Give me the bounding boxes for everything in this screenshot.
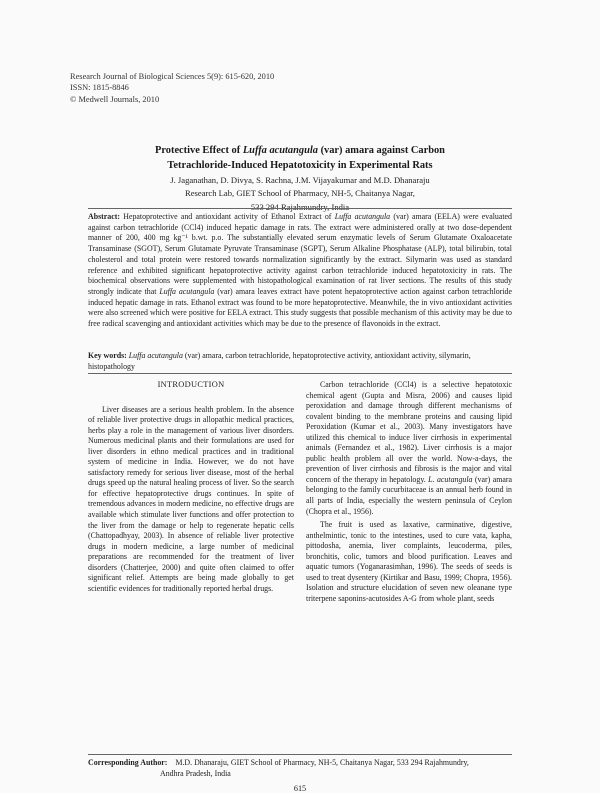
journal-citation: Research Journal of Biological Sciences 5(9): 615-620, 2010 xyxy=(70,72,275,81)
journal-copyright: © Medwell Journals, 2010 xyxy=(70,94,160,104)
journal-header xyxy=(70,71,274,105)
paragraph: Carbon tetrachloride (CCl4) is a selective hepatotoxic chemical agent (Gupta and Misra, 2006) and causes lipid peroxidation and damage through different mechanisms of covalent binding to the membrane proteins and causing lipid Peroxidation (Kumar et al., 2003). Many investigators have utilized this chemical to induce liver cirrhosis in experimental animals (Fernandez et al., 1982). Liver cirrhosis is a major public health problem all over the world. Now-a-days, the prevention of liver cirrhosis and fibrosis is the major and vital concern of the therapy in hepatology. L. acutangula (var) amara belonging to the family cucurbitaceae is an annual herb found in all parts of India, especially the western peninsula of Ceylon (Chopra et al., 1956). xyxy=(306,380,512,516)
abstract-label: Abstract: xyxy=(88,212,120,221)
author-names: J. Jaganathan, D. Divya, S. Rachna, J.M. Vijayakumar and M.D. Dhanaraju xyxy=(170,175,430,185)
paragraph: The fruit is used as laxative, carminative, digestive, anthelmintic, tonic to the intestines, used to cure vata, kapha, pittodosha, anemia, liver complaints, leucoderma, piles, bronchitis, colic, tumors and blood purification. Leaves and aquatic tumors (Yoganarasimhan, 1996). The seeds of seeds is used to treat dysentery (Kirtikar and Basu, 1999; Chopra, 1956). Isolation and structure elucidation of seven new oleanane type triterpene saponins-acutosides A-G from whole plant, seeds xyxy=(306,520,512,603)
keywords: Key words: Luffa acutangula (var) amara, carbon tetrachloride, hepatoprotective activity, antioxidant activity, silymarin, histopathology xyxy=(88,351,471,371)
section-heading-introduction: INTRODUCTION xyxy=(157,380,225,389)
corresponding-author: Corresponding Author: M.D. Dhanaraju, GIET School of Pharmacy, NH-5, Chaitanya Nagar, 533 294 Rajahmundry, Andhra Pradesh, India xyxy=(88,758,469,778)
author-affiliation: Research Lab, GIET School of Pharmacy, NH-5, Chaitanya Nagar, xyxy=(185,188,415,199)
abstract: Abstract: Hepatoprotective and antioxidant activity of Ethanol Extract of Luffa acutangula (var) amara (EELA) were evaluated against carbon tetrachloride (CCl4) induced hepatic damage in rats. The extract were administered orally at two dose-dependent manner of 200, 400 mg kg⁻¹ b.wt. p.o. The substantially elevated serum enzymatic levels of Serum Glutamate Oxaloacetate Transaminase (SGOT), Serum Glutamate Pyruvate Transaminase (SGPT), Serum Alkaline Phosphatase (ALP), total bilirubin, total cholesterol and total protein were restored towards normalization significantly by the extract. Silymarin was used as standard reference and exhibited significant hepatoprotective activity against carbon tetrachloride induced hepatotoxicity in rats. The biochemical observations were supplemented with histopathological examination of rat liver sections. The results of this study strongly indicate that Luffa acutangula (var) amara leaves extract have potent hepatoprotective action against carbon tetrachloride induced hepatic damage in rats. Ethanol extract was found to be more hepatoprotective. Meanwhile, the in vivo antioxidant activities were also screened which were positive for EELA extract. This study suggests that possible mechanism of this activity may be due to free radical scavenging and antioxidant activities which may be due to the presence of flavonoids in the extract. xyxy=(88,212,513,329)
paper-title: Protective Effect of Luffa acutangula (var) amara against Carbon Tetrachloride-Induced Hepatotoxicity in Experimental Rats xyxy=(155,145,445,171)
paragraph: Liver diseases are a serious health problem. In the absence of reliable liver protective drugs in allopathic medical practices, herbs play a role in the management of various liver disorders. Numerous medicinal plants and their formulations are used for liver disorders in ethno medical practices and in traditional system of medicine in India. However, we do not have satisfactory remedy for serious liver disease, most of the herbal drugs speed up the natural healing process of liver. So the search for effective hepatoprotective drugs continues. In spite of tremendous advances in modern medicine, no effective drugs are available which stimulate liver functions and offer protection to the liver from the damage or help to regenerate hepatic cells (Chattopadhyay, 2003). In absence of reliable liver protective drugs in modern medicine, a large number of medicinal preparations are recommended for the treatment of liver disorders (Chatterjee, 2000) and quite often claimed to offer significant relief. Attempts are being made globally to get scientific evidences for traditionally reported herbal drugs. xyxy=(88,404,294,593)
corresponding-author-label: Corresponding Author: xyxy=(88,758,168,767)
journal-issn: ISSN: 1815-8846 xyxy=(70,83,129,93)
column-left xyxy=(88,380,294,594)
abstract-top-rule xyxy=(88,208,512,209)
keywords-label: Key words: xyxy=(88,351,127,360)
column-right xyxy=(306,380,512,604)
footnote-rule xyxy=(88,754,512,755)
author-location: 533 294 Rajahmundry, India xyxy=(250,201,350,212)
keywords-bottom-rule xyxy=(88,373,512,374)
page-number: 615 xyxy=(293,784,307,793)
